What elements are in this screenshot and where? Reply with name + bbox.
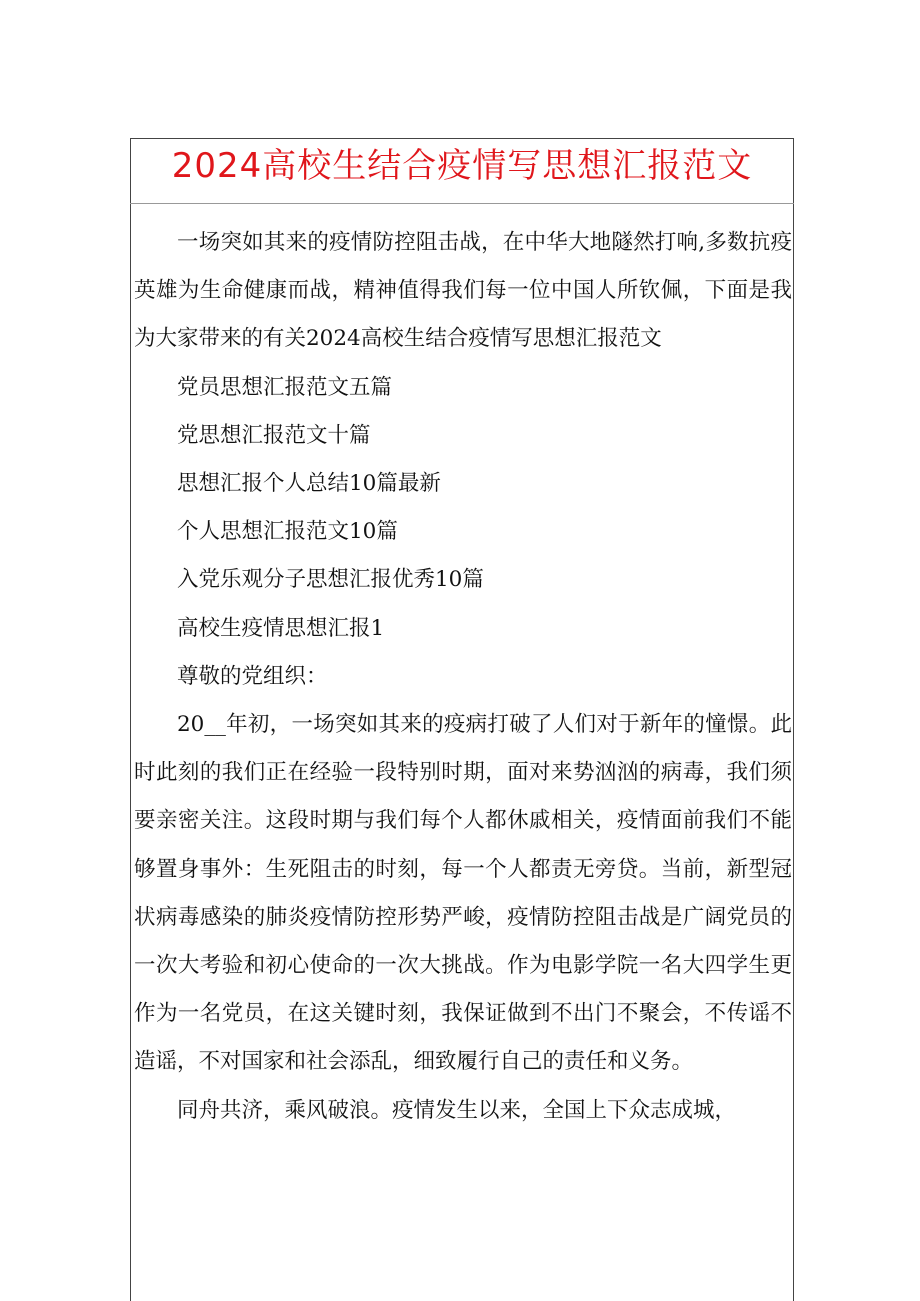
related-link-5: 入党乐观分子思想汇报优秀10篇 (177, 567, 484, 593)
body-paragraph-1: 20__年初，一场突如其来的疫病打破了人们对于新年的憧憬。此时此刻的我们正在经验一段特别时期，面对来势汹汹的病毒，我们须要亲密关注。这段时期与我们每个人都休戚相关，疫情面前我们不能够置身事外：生死阻击的时刻，每一个人都责无旁贷。当前，新型冠状病毒感染的肺炎疫情防控形势严峻，疫情防控阻击战是广阔党员的一次大考验和初心使命的一次大挑战。作为电影学院一名大四学生更作为一名党员，在这关键时刻，我保证做到不出门不聚会，不传谣不造谣，不对国家和社会添乱，细致履行自己的责任和义务。 (134, 712, 792, 1075)
related-link-4: 个人思想汇报范文10篇 (177, 519, 398, 545)
salutation: 尊敬的党组织： (177, 663, 328, 689)
document-title: 2024高校生结合疫情写思想汇报范文 (171, 146, 753, 186)
related-link-3: 思想汇报个人总结10篇最新 (177, 471, 441, 497)
related-link-2: 党思想汇报范文十篇 (177, 422, 371, 448)
related-link-1: 党员思想汇报范文五篇 (177, 374, 393, 400)
section-heading: 高校生疫情思想汇报1 (177, 615, 385, 641)
title-divider (130, 203, 794, 204)
document-body (134, 219, 792, 1135)
intro-paragraph: 一场突如其来的疫情防控阻击战，在中华大地隧然打响,多数抗疫英雄为生命健康而战，精神值得我们每一位中国人所钦佩，下面是我为大家带来的有关2024高校生结合疫情写思想汇报范文 (134, 230, 792, 352)
body-paragraph-2: 同舟共济，乘风破浪。疫情发生以来，全国上下众志成城， (177, 1097, 737, 1123)
